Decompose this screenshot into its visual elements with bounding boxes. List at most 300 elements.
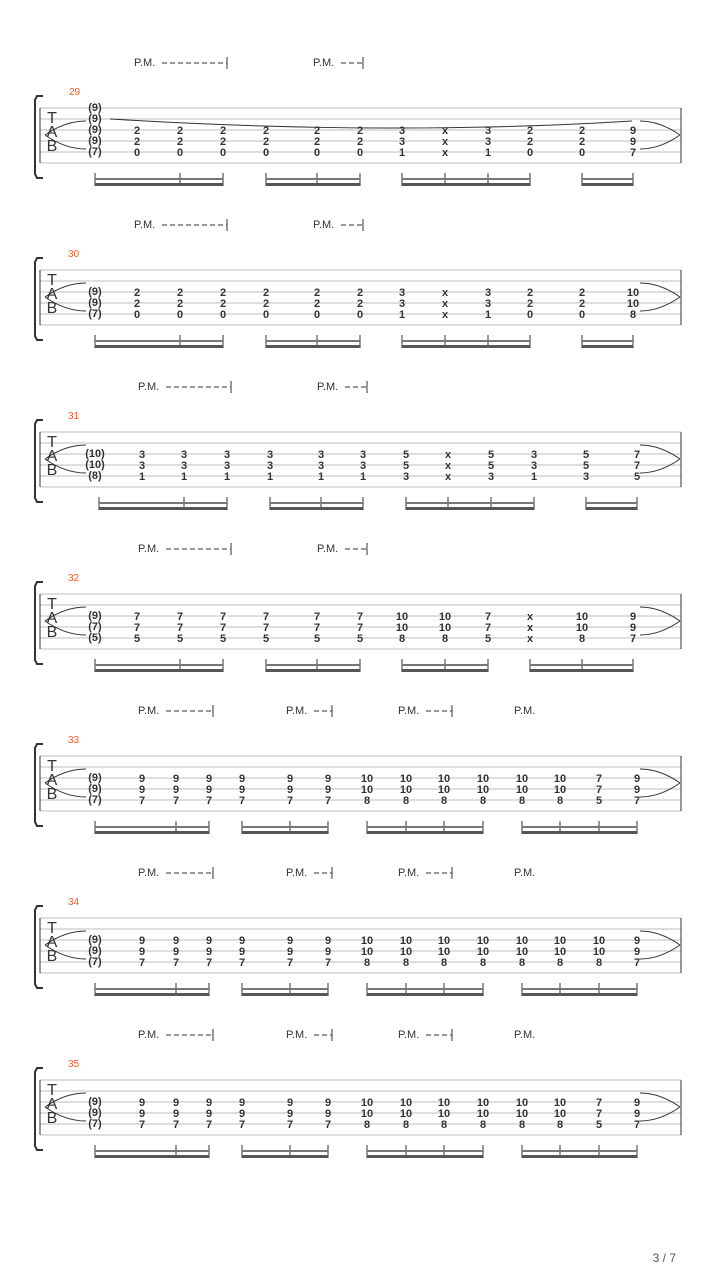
- fret-number: 9: [172, 935, 180, 947]
- beam-primary: [95, 993, 209, 996]
- beam-secondary: [242, 826, 328, 828]
- fret-number: 2: [578, 125, 586, 137]
- fret-number: 0: [133, 147, 141, 159]
- fret-number: 9: [238, 784, 246, 796]
- beam-primary: [266, 345, 360, 348]
- fret-number: 10: [515, 1097, 529, 1109]
- fret-number: 7: [324, 957, 332, 969]
- fret-number: 8: [402, 957, 410, 969]
- beam-secondary: [522, 826, 637, 828]
- tied-note: (7): [88, 1118, 102, 1130]
- beam-secondary: [99, 502, 227, 504]
- tab-clef-letter: B: [46, 786, 58, 803]
- tied-note: (9): [88, 1096, 102, 1108]
- fret-number: 9: [633, 1108, 641, 1120]
- fret-number: x: [441, 298, 449, 310]
- beam-primary: [402, 345, 530, 348]
- fret-number: 5: [356, 633, 364, 645]
- palm-mute-label: P.M.: [138, 381, 160, 393]
- beam-primary: [95, 831, 209, 834]
- fret-number: 3: [582, 471, 590, 483]
- fret-number: 8: [556, 957, 564, 969]
- fret-number: 9: [138, 784, 146, 796]
- palm-mute-label: P.M.: [398, 1029, 420, 1041]
- fret-number: 10: [476, 773, 490, 785]
- palm-mute-label: P.M.: [514, 1029, 536, 1041]
- fret-number: 9: [286, 1097, 294, 1109]
- fret-number: 2: [313, 287, 321, 299]
- fret-number: 10: [360, 773, 374, 785]
- fret-number: 3: [484, 287, 492, 299]
- fret-number: 10: [438, 611, 452, 623]
- fret-number: 9: [138, 773, 146, 785]
- fret-number: 7: [324, 1119, 332, 1131]
- tab-clef-letter: B: [46, 1110, 58, 1127]
- fret-number: 0: [578, 147, 586, 159]
- fret-number: 9: [205, 773, 213, 785]
- fret-number: 2: [578, 298, 586, 310]
- tab-clef-letter: A: [46, 772, 58, 789]
- fret-number: 8: [518, 1119, 526, 1131]
- fret-number: 2: [262, 287, 270, 299]
- fret-number: 0: [176, 309, 184, 321]
- beam-secondary: [367, 1150, 483, 1152]
- fret-number: 10: [437, 1108, 451, 1120]
- fret-number: 7: [595, 1097, 603, 1109]
- fret-number: 9: [286, 1108, 294, 1120]
- tied-note: (7): [88, 794, 102, 806]
- beam-secondary: [522, 1150, 637, 1152]
- tied-note: (7): [88, 956, 102, 968]
- tab-clef-letter: A: [46, 934, 58, 951]
- fret-number: 7: [133, 611, 141, 623]
- beam-secondary: [367, 826, 483, 828]
- fret-number: 10: [399, 946, 413, 958]
- fret-number: 10: [399, 935, 413, 947]
- fret-number: 0: [313, 147, 321, 159]
- beam-secondary: [95, 340, 223, 342]
- fret-number: 3: [484, 125, 492, 137]
- fret-number: 9: [629, 611, 637, 623]
- fret-number: 7: [629, 147, 637, 159]
- beam-primary: [367, 1155, 483, 1158]
- fret-number: 9: [324, 1108, 332, 1120]
- page-number: 3 / 7: [652, 1251, 676, 1265]
- fret-number: 3: [359, 449, 367, 461]
- fret-number: 7: [633, 795, 641, 807]
- tied-note: (5): [88, 632, 102, 644]
- fret-number: 10: [553, 784, 567, 796]
- fret-number: 3: [266, 449, 274, 461]
- fret-number: 9: [172, 1108, 180, 1120]
- fret-number: 3: [487, 471, 495, 483]
- beam-secondary: [242, 1150, 328, 1152]
- tab-clef-letter: T: [47, 920, 57, 937]
- fret-number: 3: [359, 460, 367, 472]
- beam-primary: [402, 183, 530, 186]
- fret-number: 9: [633, 1097, 641, 1109]
- fret-number: 10: [553, 1097, 567, 1109]
- beam-secondary: [266, 340, 360, 342]
- system-29: [35, 57, 681, 186]
- beam-secondary: [530, 664, 633, 666]
- fret-number: 9: [238, 935, 246, 947]
- palm-mute-label: P.M.: [134, 219, 156, 231]
- fret-number: 7: [633, 460, 641, 472]
- palm-mute-label: P.M.: [313, 219, 335, 231]
- fret-number: 7: [633, 1119, 641, 1131]
- fret-number: 10: [395, 611, 409, 623]
- fret-number: 10: [476, 1108, 490, 1120]
- palm-mute-label: P.M.: [134, 57, 156, 69]
- fret-number: 7: [133, 622, 141, 634]
- fret-number: 7: [205, 1119, 213, 1131]
- tied-note: (7): [88, 308, 102, 320]
- fret-number: 9: [172, 773, 180, 785]
- fret-number: 10: [437, 935, 451, 947]
- fret-number: 8: [479, 1119, 487, 1131]
- fret-number: 2: [219, 298, 227, 310]
- fret-number: x: [444, 471, 452, 483]
- tab-clef-letter: A: [46, 124, 58, 141]
- system-33: [35, 705, 681, 834]
- fret-number: 2: [262, 298, 270, 310]
- fret-number: 3: [530, 449, 538, 461]
- fret-number: 10: [437, 784, 451, 796]
- fret-number: 1: [317, 471, 325, 483]
- fret-number: 9: [238, 946, 246, 958]
- measure-number: 32: [68, 573, 80, 584]
- tab-clef-letter: B: [46, 138, 58, 155]
- fret-number: 5: [487, 460, 495, 472]
- tied-note: (9): [88, 297, 102, 309]
- fret-number: 8: [440, 795, 448, 807]
- fret-number: 10: [626, 287, 640, 299]
- fret-number: 8: [441, 633, 449, 645]
- palm-mute-label: P.M.: [286, 705, 308, 717]
- beam-secondary: [402, 340, 530, 342]
- fret-number: x: [444, 449, 452, 461]
- fret-number: 2: [176, 125, 184, 137]
- beam-primary: [266, 183, 360, 186]
- fret-number: x: [441, 287, 449, 299]
- fret-number: 7: [633, 957, 641, 969]
- beam-primary: [522, 1155, 637, 1158]
- palm-mute-label: P.M.: [138, 1029, 160, 1041]
- fret-number: 10: [515, 1108, 529, 1120]
- beam-secondary: [582, 178, 633, 180]
- fret-number: 9: [633, 773, 641, 785]
- fret-number: 2: [176, 287, 184, 299]
- fret-number: 7: [313, 611, 321, 623]
- fret-number: 2: [526, 287, 534, 299]
- fret-number: 9: [324, 773, 332, 785]
- fret-number: 10: [437, 1097, 451, 1109]
- fret-number: 1: [398, 309, 406, 321]
- fret-number: 7: [176, 611, 184, 623]
- beam-secondary: [95, 826, 209, 828]
- tie-out-arc: [640, 931, 680, 959]
- beam-primary: [95, 1155, 209, 1158]
- fret-number: 2: [356, 298, 364, 310]
- palm-mute-label: P.M.: [317, 381, 339, 393]
- fret-number: 8: [629, 309, 637, 321]
- fret-number: 3: [223, 449, 231, 461]
- fret-number: 9: [238, 1097, 246, 1109]
- fret-number: 10: [515, 946, 529, 958]
- tab-clef-letter: B: [46, 948, 58, 965]
- fret-number: 0: [526, 309, 534, 321]
- system-32: [35, 543, 681, 672]
- fret-number: 3: [317, 449, 325, 461]
- fret-number: 8: [479, 795, 487, 807]
- fret-number: 3: [398, 287, 406, 299]
- system-31: [35, 381, 681, 510]
- fret-number: x: [526, 633, 534, 645]
- fret-number: 10: [515, 784, 529, 796]
- beam-primary: [367, 993, 483, 996]
- measure-number: 29: [69, 87, 81, 98]
- fret-number: 10: [399, 1097, 413, 1109]
- fret-number: 7: [138, 957, 146, 969]
- beam-secondary: [522, 988, 637, 990]
- tab-clef-letter: T: [47, 110, 57, 127]
- fret-number: 5: [595, 795, 603, 807]
- beam-primary: [99, 507, 227, 510]
- beam-primary: [530, 669, 633, 672]
- fret-number: 7: [286, 1119, 294, 1131]
- tied-note: (9): [88, 135, 102, 147]
- fret-number: 9: [172, 1097, 180, 1109]
- palm-mute-label: P.M.: [138, 705, 160, 717]
- fret-number: 0: [262, 147, 270, 159]
- fret-number: 7: [286, 795, 294, 807]
- fret-number: x: [441, 125, 449, 137]
- fret-number: 2: [219, 287, 227, 299]
- fret-number: 5: [582, 460, 590, 472]
- tied-note: (9): [88, 113, 102, 125]
- beam-primary: [242, 1155, 328, 1158]
- fret-number: x: [526, 611, 534, 623]
- tied-note: (9): [88, 772, 102, 784]
- fret-number: 2: [219, 136, 227, 148]
- fret-number: 9: [286, 784, 294, 796]
- fret-number: 7: [484, 622, 492, 634]
- fret-number: 2: [176, 136, 184, 148]
- fret-number: 7: [633, 449, 641, 461]
- beam-secondary: [586, 502, 637, 504]
- fret-number: 9: [138, 935, 146, 947]
- fret-number: 2: [578, 287, 586, 299]
- fret-number: 1: [530, 471, 538, 483]
- fret-number: 8: [363, 795, 371, 807]
- fret-number: 1: [484, 147, 492, 159]
- fret-number: 7: [138, 795, 146, 807]
- fret-number: 2: [313, 136, 321, 148]
- tab-clef-letter: A: [46, 1096, 58, 1113]
- fret-number: 10: [553, 1108, 567, 1120]
- palm-mute-label: P.M.: [317, 543, 339, 555]
- fret-number: 7: [595, 1108, 603, 1120]
- fret-number: 7: [172, 957, 180, 969]
- fret-number: 9: [633, 935, 641, 947]
- fret-number: 5: [633, 471, 641, 483]
- fret-number: 10: [626, 298, 640, 310]
- fret-number: 8: [518, 795, 526, 807]
- beam-primary: [586, 507, 637, 510]
- fret-number: 8: [402, 1119, 410, 1131]
- fret-number: 10: [592, 935, 606, 947]
- system-35: [35, 1029, 681, 1158]
- fret-number: 7: [356, 622, 364, 634]
- tied-note: (9): [88, 945, 102, 957]
- fret-number: x: [441, 147, 449, 159]
- fret-number: 0: [313, 309, 321, 321]
- beam-primary: [270, 507, 363, 510]
- fret-number: 8: [556, 795, 564, 807]
- fret-number: 10: [592, 946, 606, 958]
- fret-number: 7: [238, 1119, 246, 1131]
- beam-primary: [582, 345, 633, 348]
- beam-primary: [242, 993, 328, 996]
- fret-number: 10: [399, 773, 413, 785]
- tab-clef-letter: T: [47, 272, 57, 289]
- fret-number: 10: [476, 1097, 490, 1109]
- fret-number: 7: [356, 611, 364, 623]
- fret-number: 9: [286, 935, 294, 947]
- beam-secondary: [266, 178, 360, 180]
- tied-note: (10): [85, 448, 105, 460]
- fret-number: 9: [633, 784, 641, 796]
- fret-number: 2: [526, 136, 534, 148]
- tied-note: (9): [88, 783, 102, 795]
- fret-number: 9: [629, 136, 637, 148]
- fret-number: 9: [238, 773, 246, 785]
- fret-number: 8: [578, 633, 586, 645]
- fret-number: 10: [437, 773, 451, 785]
- fret-number: 9: [172, 946, 180, 958]
- fret-number: x: [441, 309, 449, 321]
- beam-secondary: [582, 340, 633, 342]
- fret-number: 9: [324, 946, 332, 958]
- tied-note: (9): [88, 102, 102, 114]
- fret-number: 2: [133, 125, 141, 137]
- fret-number: 3: [180, 449, 188, 461]
- fret-number: 10: [360, 1108, 374, 1120]
- fret-number: 10: [476, 946, 490, 958]
- fret-number: 10: [575, 611, 589, 623]
- fret-number: 8: [479, 957, 487, 969]
- beam-primary: [266, 669, 360, 672]
- beam-primary: [95, 183, 223, 186]
- fret-number: 3: [484, 136, 492, 148]
- tied-note: (9): [88, 610, 102, 622]
- fret-number: 2: [526, 125, 534, 137]
- fret-number: 9: [205, 1097, 213, 1109]
- fret-number: 3: [402, 471, 410, 483]
- measure-number: 31: [68, 411, 80, 422]
- palm-mute-label: P.M.: [398, 867, 420, 879]
- fret-number: 10: [360, 784, 374, 796]
- fret-number: 0: [219, 147, 227, 159]
- tied-note: (7): [88, 146, 102, 158]
- fret-number: 9: [205, 946, 213, 958]
- fret-number: x: [444, 460, 452, 472]
- fret-number: 10: [438, 622, 452, 634]
- fret-number: 3: [317, 460, 325, 472]
- fret-number: 7: [324, 795, 332, 807]
- fret-number: 2: [313, 125, 321, 137]
- fret-number: 9: [286, 773, 294, 785]
- fret-number: 2: [356, 136, 364, 148]
- fret-number: 9: [138, 1097, 146, 1109]
- fret-number: 9: [324, 935, 332, 947]
- tie-out-arc: [640, 1093, 680, 1121]
- tied-note: (9): [88, 124, 102, 136]
- beam-primary: [95, 345, 223, 348]
- fret-number: 8: [440, 1119, 448, 1131]
- fret-number: 9: [324, 784, 332, 796]
- fret-number: 2: [262, 136, 270, 148]
- fret-number: 2: [133, 287, 141, 299]
- fret-number: 5: [582, 449, 590, 461]
- fret-number: 7: [138, 1119, 146, 1131]
- fret-number: 1: [359, 471, 367, 483]
- fret-number: 0: [356, 147, 364, 159]
- fret-number: x: [441, 136, 449, 148]
- fret-number: 9: [324, 1097, 332, 1109]
- beam-primary: [522, 831, 637, 834]
- fret-number: 10: [476, 935, 490, 947]
- beam-primary: [95, 669, 223, 672]
- fret-number: 8: [363, 957, 371, 969]
- tab-clef-letter: A: [46, 286, 58, 303]
- measure-number: 33: [68, 735, 80, 746]
- palm-mute-label: P.M.: [286, 1029, 308, 1041]
- fret-number: 7: [595, 784, 603, 796]
- fret-number: 5: [133, 633, 141, 645]
- fret-number: 1: [138, 471, 146, 483]
- fret-number: 9: [138, 946, 146, 958]
- beam-primary: [406, 507, 534, 510]
- measure-number: 34: [68, 897, 80, 908]
- fret-number: 2: [176, 298, 184, 310]
- tab-clef-letter: A: [46, 610, 58, 627]
- beam-primary: [367, 831, 483, 834]
- fret-number: 7: [484, 611, 492, 623]
- fret-number: 5: [176, 633, 184, 645]
- fret-number: 1: [223, 471, 231, 483]
- fret-number: 2: [313, 298, 321, 310]
- fret-number: 10: [360, 935, 374, 947]
- tab-clef-letter: T: [47, 758, 57, 775]
- palm-mute-label: P.M.: [138, 867, 160, 879]
- fret-number: 7: [629, 633, 637, 645]
- fret-number: 5: [484, 633, 492, 645]
- fret-number: 8: [363, 1119, 371, 1131]
- fret-number: 5: [402, 449, 410, 461]
- beam-secondary: [406, 502, 534, 504]
- fret-number: 1: [484, 309, 492, 321]
- fret-number: 8: [518, 957, 526, 969]
- fret-number: 8: [556, 1119, 564, 1131]
- fret-number: 2: [356, 125, 364, 137]
- tied-note: (9): [88, 1107, 102, 1119]
- fret-number: 9: [286, 946, 294, 958]
- fret-number: 0: [219, 309, 227, 321]
- fret-number: 9: [205, 935, 213, 947]
- fret-number: 10: [476, 784, 490, 796]
